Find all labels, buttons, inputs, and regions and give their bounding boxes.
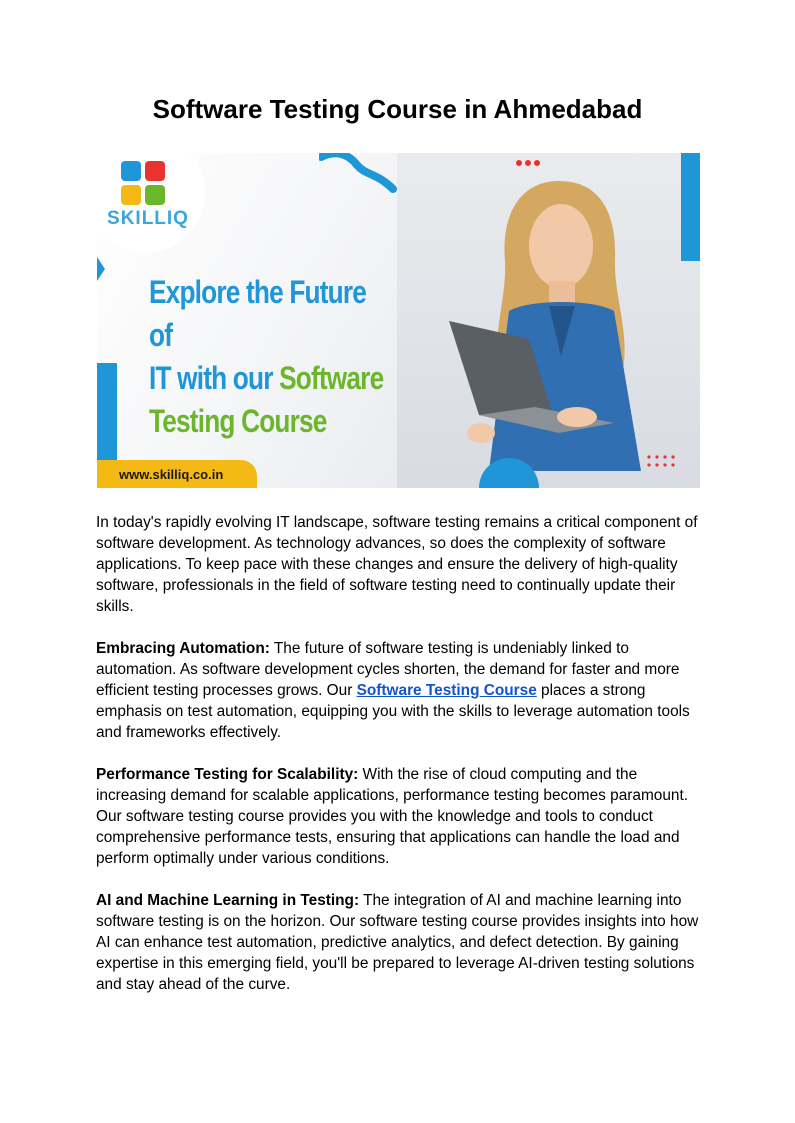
headline-line-3: Testing Course [149,403,327,439]
banner-headline [149,271,395,443]
woman-with-laptop-illustration [409,171,689,488]
headline-line-2: IT with our Software [149,360,384,396]
automation-heading: Embracing Automation: [96,640,270,657]
banner-url: www.skilliq.co.in [119,467,224,482]
skilliq-logo-icon [121,161,169,209]
blue-accent-bar-left [97,363,117,463]
software-testing-course-link[interactable]: Software Testing Course [356,682,537,699]
automation-paragraph: Embracing Automation: The future of software testing is undeniably linked to automation. As software development cycles shorten, the demand for faster and more efficient testing processes grows. Our Software Testing Course places a strong emphasis on test automation, equipping you with the skills to leverage automation tools and frameworks effectively. [96,640,690,741]
logo-wordmark: SKILLIQ [107,208,189,229]
performance-heading: Performance Testing for Scalability: [96,766,359,783]
performance-paragraph: Performance Testing for Scalability: With the rise of cloud computing and the increasing demand for scalable applications, performance testing becomes paramount. Our software testing course provides you with the knowledge and tools to conduct comprehensive performance tests, ensuring that applications can handle the load and perform optimally under various conditions. [96,766,689,867]
ai-paragraph: AI and Machine Learning in Testing: The integration of AI and machine learning into software testing is on the horizon. Our software testing course provides insights into how AI can enhance test automation, predictive analytics, and defect detection. By gaining expertise in this emerging field, you'll be prepared to leverage AI-driven testing solutions and stay ahead of the curve. [96,892,699,993]
blue-accent-triangle [97,257,105,281]
headline-line-1: Explore the Future of [149,274,367,353]
squiggle-decoration-icon [319,153,399,195]
red-dots-decoration-icon [515,159,541,167]
ai-heading: AI and Machine Learning in Testing: [96,892,360,909]
course-banner-image [97,153,700,488]
article-body [96,512,700,1016]
page-title: Software Testing Course in Ahmedabad [152,94,643,124]
intro-paragraph: In today's rapidly evolving IT landscape, software testing remains a critical component of software development. As technology advances, so does the complexity of software applications. To keep pace with these changes and ensure the delivery of high-quality software, professionals in the field of software testing need to continually update their skills. [96,514,698,615]
